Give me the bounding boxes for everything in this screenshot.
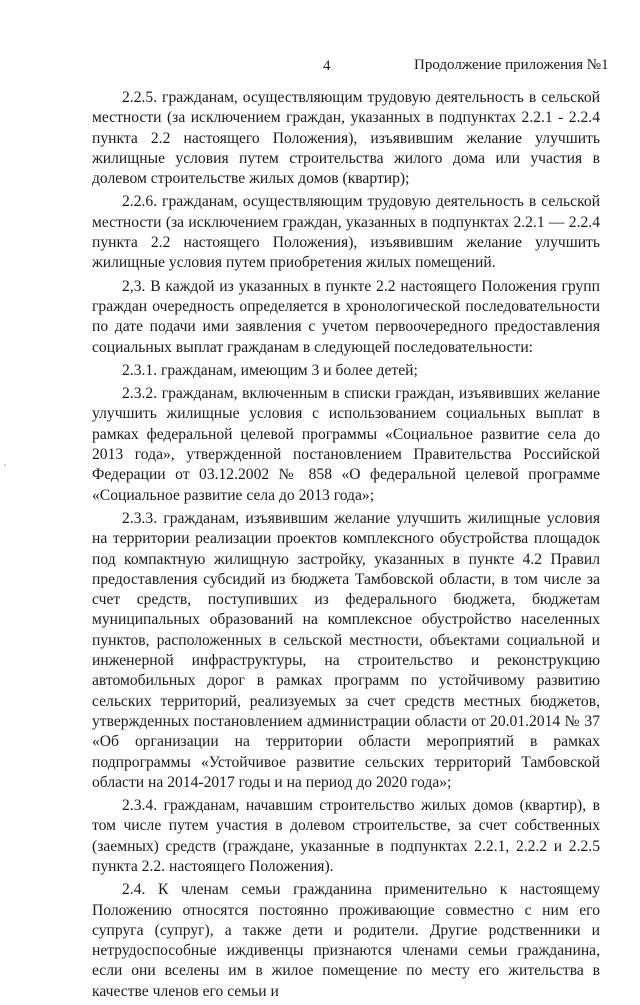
appendix-continuation-title: Продолжение приложения №1 bbox=[414, 57, 609, 73]
page-number: 4 bbox=[323, 58, 331, 74]
paragraph-2-2-6: 2.2.6. гражданам, осуществляющим трудовую деятельность в сельской местности (за исключением граждан, указанных в подпунктах 2.2.1 — 2.2.4 пункта 2.2 настоящего Положения), изъявившим желание улучшить жилищные условия путем приобретения жилых помещений. bbox=[92, 193, 600, 272]
paragraph-2-3-1: 2.3.1. гражданам, имеющим 3 и более детей; bbox=[122, 361, 418, 379]
paragraph-2-4: 2.4. К членам семьи гражданина применительно к настоящему Положению относятся постоянно проживающие совместно с ним его супруга (супруг), а также дети и родители. Другие родственники и нетрудоспособные иждивенцы признаются членами семьи гражданина, если они вселены им в жилое помещение по месту его жительства в качестве членов его семьи и bbox=[92, 881, 600, 1000]
paragraph-2-2-5: 2.2.5. гражданам, осуществляющим трудовую деятельность в сельской местности (за исключением граждан, указанных в подпунктах 2.2.1 - 2.2.4 пункта 2.2 настоящего Положения), изъявившим желание улучшить жилищные условия путем строительства жилого дома или участия в долевом строительстве жилых домов (квартир); bbox=[92, 89, 600, 188]
paragraph-2-3-4: 2.3.4. гражданам, начавшим строительство жилых домов (квартир), в том числе путем участия в долевом строительстве, за счет собственных (заемных) средств (граждане, указанные в подпунктах 2.2.1, 2.2.2 и 2.2.5 пункта 2.2. настоящего Положения). bbox=[92, 797, 600, 875]
document-body bbox=[92, 88, 600, 1005]
margin-mark: ' bbox=[4, 463, 6, 474]
paragraph-2-3-3: 2.3.3. гражданам, изъявившим желание улучшить жилищные условия на территории реализации проектов комплексного обустройства площадок под компактную жилищную застройку, указанных в пункте 4.2 Правил предоставления субсидий из бюджета Тамбовской области, в том числе за счет средств, поступивших из федерального бюджета, бюджетам муниципальных образований на комплексное обустройство населенных пунктов, расположенных в сельской местности, объектами социальной и инженерной инфраструктуры, на строительство и реконструкцию автомобильных дорог в рамках программ по устойчивому развитию сельских территорий, реализуемых за счет средств местных бюджетов, утвержденных постановлением администрации области от 20.01.2014 № 37 «Об организации на территории области мероприятий в рамках подпрограммы «Устойчивое развитие сельских территорий Тамбовской области на 2014-2017 годы и на период до 2020 года»; bbox=[92, 509, 600, 791]
paragraph-2-3: 2,3. В каждой из указанных в пункте 2.2 настоящего Положения групп граждан очередность определяется в хронологической последовательности по дате подачи ими заявления с учетом первоочередного предоставления социальных выплат гражданам в следующей последовательности: bbox=[92, 277, 600, 356]
paragraph-2-3-2: 2.3.2. гражданам, включенным в списки граждан, изъявивших желание улучшить жилищные условия с использованием социальных выплат в рамках федеральной целевой программы «Социальное развитие села до 2013 года», утвержденной постановлением Правительства Российской Федерации от 03.12.2002 № 858 «О федеральной целевой программе «Социальное развитие села до 2013 года»; bbox=[92, 385, 600, 504]
